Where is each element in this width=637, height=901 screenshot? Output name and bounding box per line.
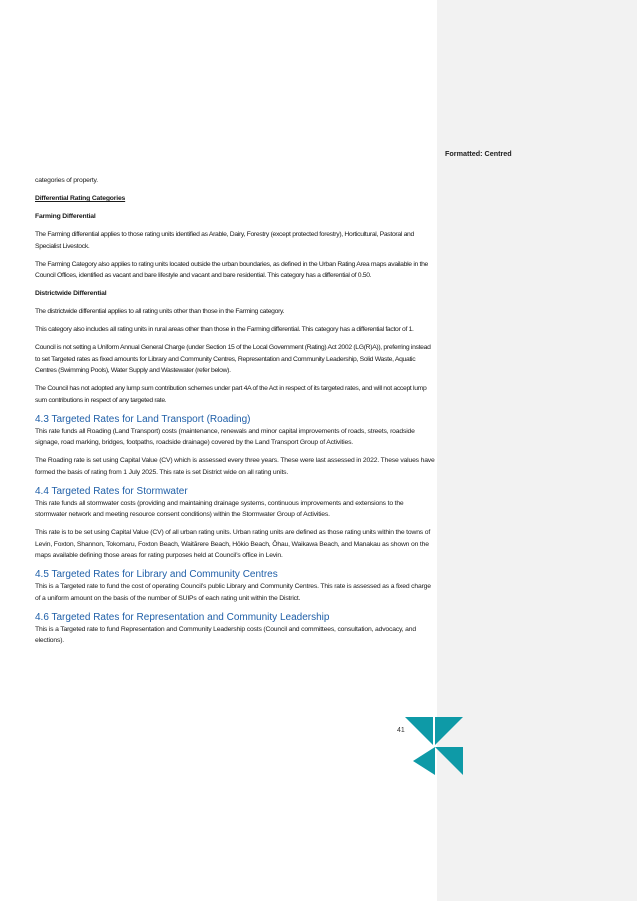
paragraph: The Council has not adopted any lump sum contribution schemes under part 4A of the Act in respect of its targeted rates, and will not accept lump sum contributions in respect of any targeted rate. bbox=[35, 385, 427, 404]
comment-sidebar bbox=[437, 0, 637, 901]
council-logo-icon bbox=[405, 717, 463, 775]
paragraph: The Farming Category also applies to rating units located outside the urban boundaries, as defined in the Urban Rating Area maps available in the Council Offices, identified as vacant and bare lifestyle and vacant and bare residential. This category has a differential of 0.50. bbox=[35, 260, 429, 279]
section-heading: Differential Rating Categories bbox=[35, 195, 126, 202]
paragraph: The districtwide differential applies to all rating units other than those in the Farming category. bbox=[35, 308, 285, 315]
paragraph: This is a Targeted rate to fund the cost of operating Council’s public Library and Community Centres. This rate is assessed as a fixed charge of a uniform amount on the basis of the number of SUIPs of each rating unit within the District. bbox=[35, 583, 431, 602]
paragraph: The Farming differential applies to those rating units identified as Arable, Dairy, Forestry (except protected forestry), Horticultural, Pastoral and Specialist Livestock. bbox=[35, 231, 414, 250]
paragraph: This rate funds all stormwater costs (providing and maintaining drainage systems, continuous improvements and extensions to the stormwater network and meeting resource consent conditions) within the Stormwater Group of Activities. bbox=[35, 499, 404, 518]
paragraph: This is a Targeted rate to fund Representation and Community Leadership costs (Council and committees, consultation, advocacy, and elections). bbox=[35, 625, 416, 644]
heading-4-3: 4.3 Targeted Rates for Land Transport (Roading) bbox=[35, 413, 251, 425]
page-content bbox=[35, 175, 435, 653]
heading-4-6: 4.6 Targeted Rates for Representation and Community Leadership bbox=[35, 611, 330, 623]
subheading: Farming Differential bbox=[35, 213, 96, 220]
subheading: Districtwide Differential bbox=[35, 290, 107, 297]
paragraph: The Roading rate is set using Capital Value (CV) which is assessed every three years. These were last assessed in 2022. These values have formed the basis of rating from 1 July 2025. This rate is set District wide on all rating units. bbox=[35, 457, 435, 476]
paragraph: categories of property. bbox=[35, 177, 98, 184]
heading-4-4: 4.4 Targeted Rates for Stormwater bbox=[35, 485, 188, 497]
paragraph: Council is not setting a Uniform Annual General Charge (under Section 15 of the Local Government (Rating) Act 2002 (LG(R)A)), preferring instead to set Targeted rates as fixed amounts for Library and Community Centres, Representation and Community Leadership, Solid Waste, Aquatic Centres (Swimming Pools), Water Supply and Wastewater (refer below). bbox=[35, 344, 431, 374]
heading-4-5: 4.5 Targeted Rates for Library and Community Centres bbox=[35, 569, 278, 580]
paragraph: This category also includes all rating units in rural areas other than those in the Farming differential. This category has a differential factor of 1. bbox=[35, 326, 414, 333]
paragraph: This rate is to be set using Capital Value (CV) of all urban rating units. Urban rating units are defined as those rating units within the towns of Levin, Foxton, Shannon, Tokomaru, Foxton Beach, Waitārere Beach, Hōkio Beach, Ōhau, Waikawa Beach, and Manakau as shown on the maps available defining those areas for rating purposes held at Council’s office in Levin. bbox=[35, 529, 431, 559]
paragraph: This rate funds all Roading (Land Transport) costs (maintenance, renewals and minor capital improvements of roads, streets, roadside signage, road marking, bridges, footpaths, roadside drainage) covered by the Land Transport Group of Activities. bbox=[35, 427, 415, 446]
page-number: 41 bbox=[397, 727, 405, 734]
format-comment: Formatted: Centred bbox=[445, 149, 512, 158]
